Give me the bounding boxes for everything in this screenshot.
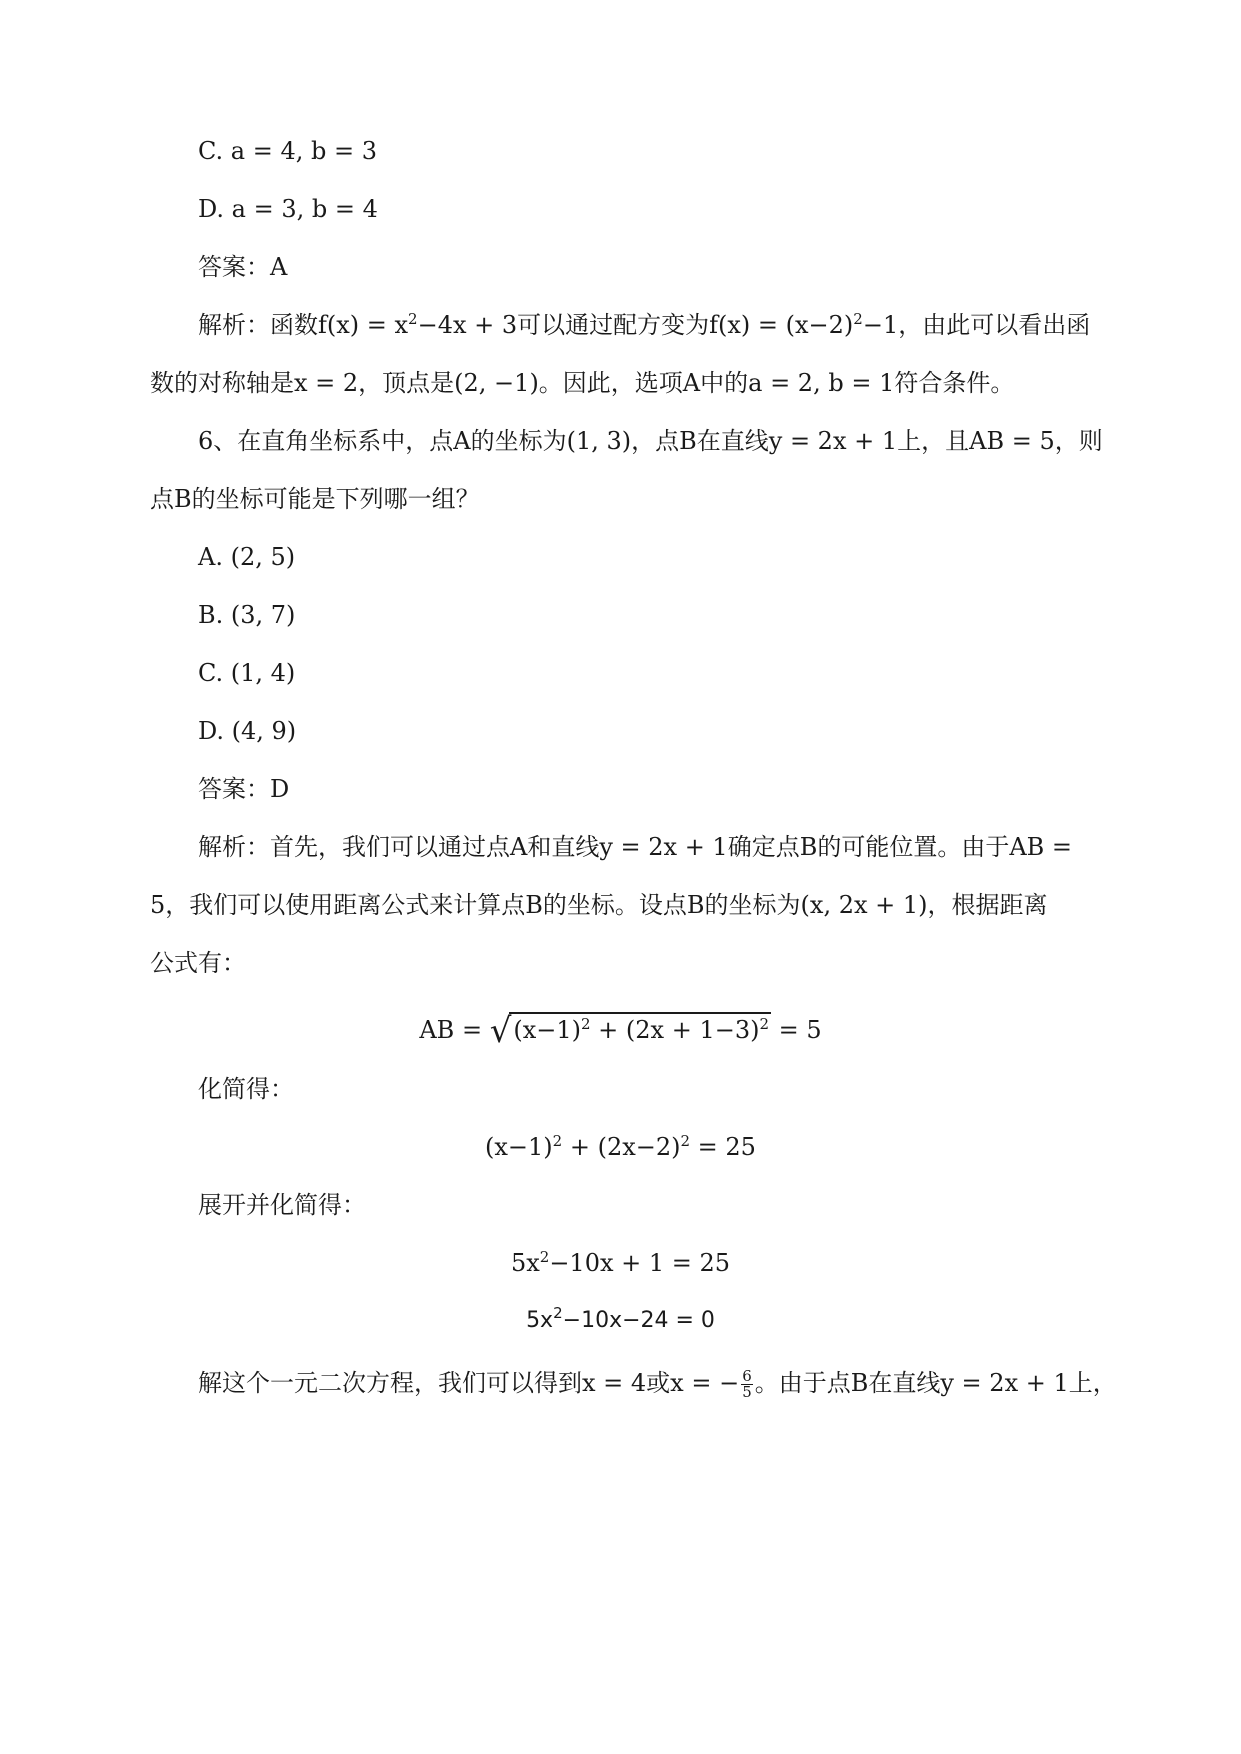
solution-line [198,1368,1117,1400]
solution-text-a: 解这个一元二次方程，我们可以得到x = 4或x = − [198,1369,740,1397]
radicand-a: (x−1) [513,1016,581,1044]
answer: 答案：D [198,775,290,803]
eq4-part-b: −10x−24 = 0 [562,1308,715,1333]
answer-prev: 答案：A [198,253,288,281]
analysis-prev-line-1 [198,310,1090,340]
equation-distance [0,1011,1241,1051]
eq2-part-b: + (2x−2) [562,1133,681,1161]
exponent: 2 [539,1248,550,1266]
analysis-prev-text-c: −1，由此可以看出函 [862,311,1091,339]
option-c: C. (1, 4) [198,659,296,687]
fraction-denominator: 5 [742,1383,752,1401]
expand-label: 展开并化简得： [198,1191,366,1219]
exponent: 2 [680,1132,691,1150]
exponent: 2 [408,310,418,328]
eq3-part-b: −10x + 1 = 25 [549,1249,731,1277]
fraction [741,1369,753,1400]
option-d-prev: D. a = 3, b = 4 [198,195,378,223]
solution-text-b: 。由于点B在直线y = 2x + 1上， [754,1369,1117,1397]
equation-rhs: = 5 [771,1016,822,1044]
exponent: 2 [553,1304,563,1322]
analysis-prev-line-2: 数的对称轴是x = 2，顶点是(2, −1)。因此，选项A中的a = 2, b = 1符合条件。 [150,369,1015,397]
eq4-part-a: 5x [526,1308,554,1333]
analysis-line-1: 解析：首先，我们可以通过点A和直线y = 2x + 1确定点B的可能位置。由于AB = [198,833,1073,861]
analysis-line-3: 公式有： [150,949,246,977]
option-b: B. (3, 7) [198,601,296,629]
equation-expanded [0,1248,1241,1278]
analysis-line-2: 5，我们可以使用距离公式来计算点B的坐标。设点B的坐标为(x, 2x + 1)，根据距离 [150,891,1048,919]
fraction-numerator: 6 [742,1367,752,1385]
question-6-line-1: 6、在直角坐标系中，点A的坐标为(1, 3)，点B在直线y = 2x + 1上，且AB = 5，则 [198,427,1103,455]
exponent: 2 [759,1015,770,1033]
eq2-part-c: = 25 [690,1133,756,1161]
radicand-b: + (2x + 1−3) [590,1016,760,1044]
radicand [509,1012,771,1045]
simplify-label: 化简得： [198,1075,294,1103]
exponent: 2 [581,1015,591,1033]
equation-quadratic [0,1306,1241,1336]
analysis-prev-text-b: −4x + 3可以通过配方变为f(x) = (x−2) [417,311,854,339]
radical-sign: √ [489,1011,512,1051]
equation-lhs: AB = [419,1016,490,1044]
eq3-part-a: 5x [510,1249,540,1277]
option-a: A. (2, 5) [198,543,296,571]
exponent: 2 [853,310,863,328]
equation-simplified [0,1132,1241,1162]
option-c-prev: C. a = 4, b = 3 [198,137,377,165]
question-6-line-2: 点B的坐标可能是下列哪一组？ [150,485,480,513]
option-d: D. (4, 9) [198,717,297,745]
eq2-part-a: (x−1) [485,1133,553,1161]
exponent: 2 [552,1132,563,1150]
analysis-prev-text-a: 解析：函数f(x) = x [198,311,409,339]
